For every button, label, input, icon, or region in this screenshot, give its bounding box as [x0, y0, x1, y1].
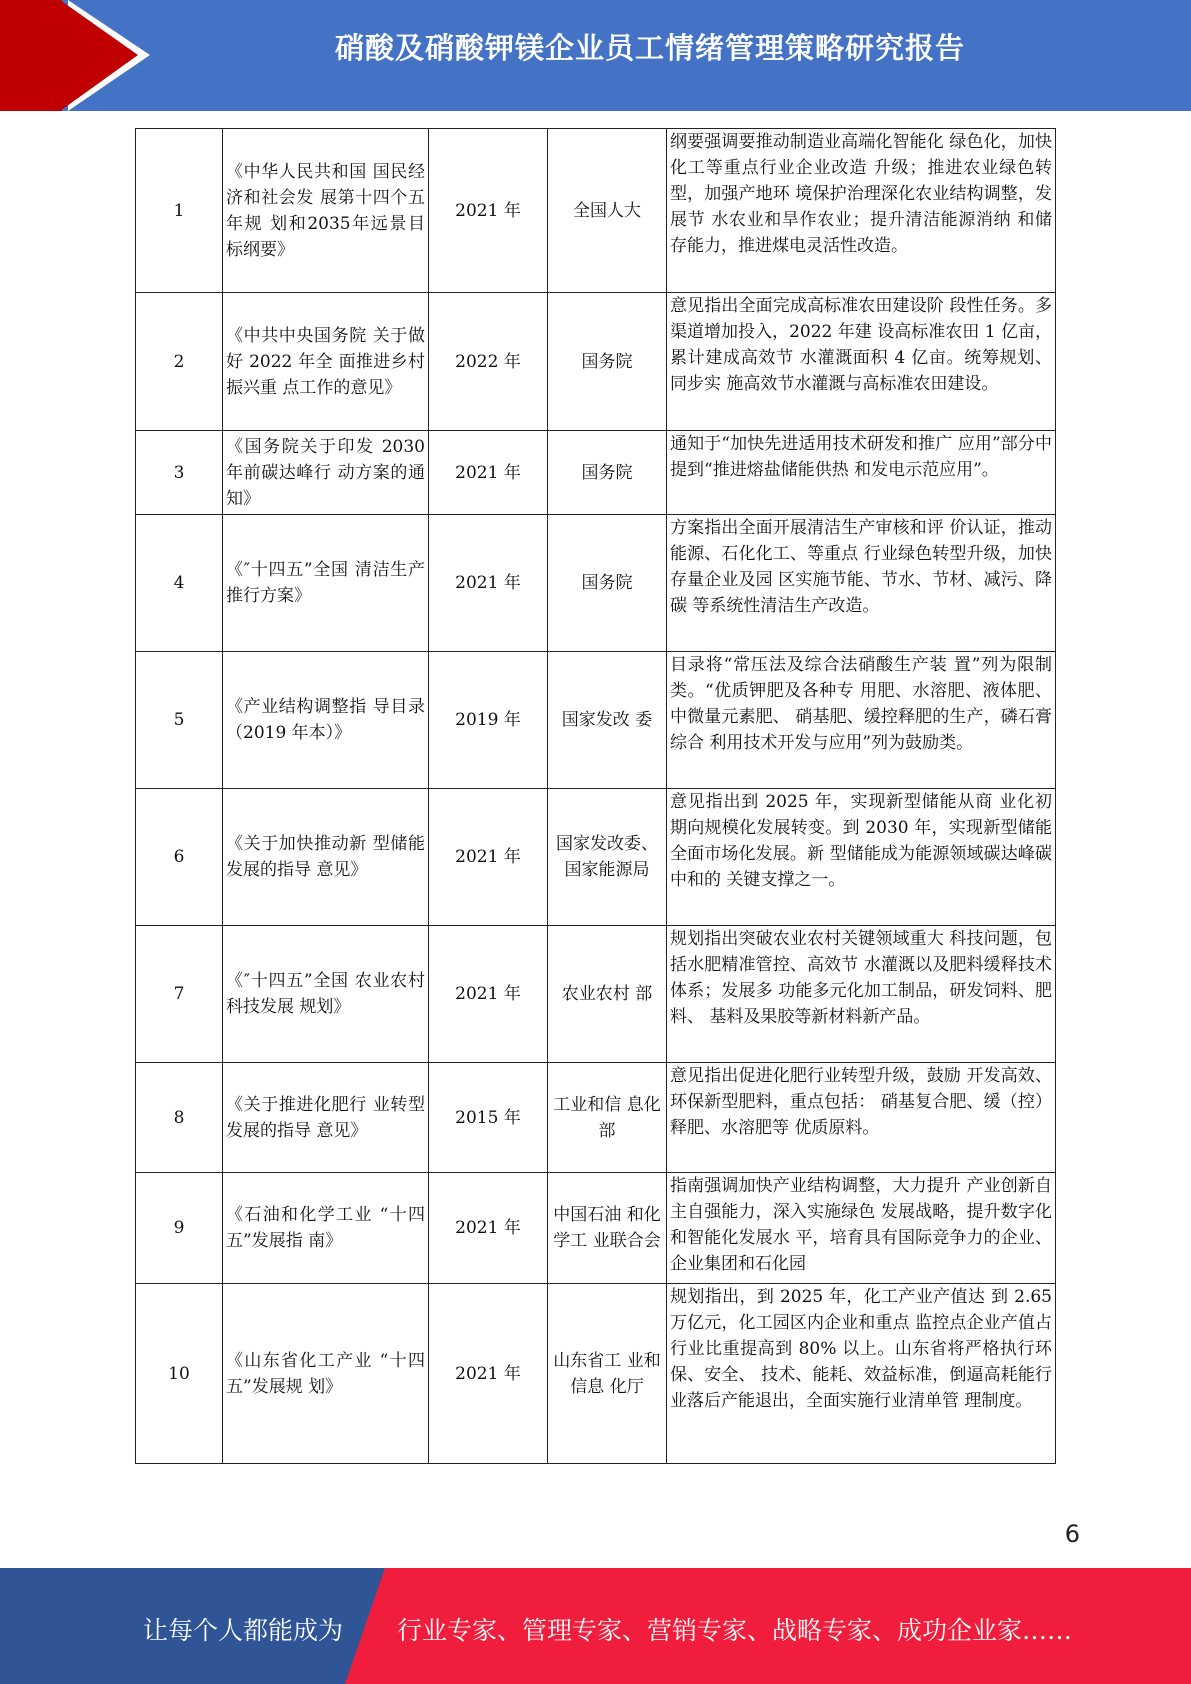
policy-year: 2021 年 — [429, 431, 548, 515]
page-footer — [0, 1568, 1191, 1684]
policy-description: 意见指出到 2025 年，实现新型储能从商 业化初期向规模化发展转变。到 2030 年，实现新型储能全面市场化发展。新 型储能成为能源领域碳达峰碳中和的 关键支撑之一。 — [667, 789, 1056, 926]
footer-slogan-right: 行业专家、管理专家、营销专家、战略专家、成功企业家…… — [397, 1616, 1073, 1645]
policy-description: 规划指出突破农业农村关键领域重大 科技问题，包括水肥精准管控、高效节 水灌溉以及肥料缓释技术体系；发展多 功能多元化加工制品，研发饲料、肥料、 基料及果胶等新材料新产品。 — [667, 926, 1056, 1063]
policy-name: 《产业结构调整指 导目录（2019 年本）》 — [223, 652, 429, 789]
policy-year: 2021 年 — [429, 926, 548, 1063]
table-row — [136, 515, 1056, 652]
table-row — [136, 926, 1056, 1063]
policy-description: 通知于“加快先进适用技术研发和推广 应用”部分中提到“推进熔盐储能供热 和发电示范应用”。 — [667, 431, 1056, 515]
policy-description: 方案指出全面开展清洁生产审核和评 价认证，推动能源、石化化工、等重点 行业绿色转型升级，加快存量企业及园 区实施节能、节水、节材、减污、降碳 等系统性清洁生产改造。 — [667, 515, 1056, 652]
policy-issuer: 国务院 — [548, 515, 667, 652]
policy-description: 意见指出全面完成高标准农田建设阶 段性任务。多渠道增加投入，2022 年建 设高标准农田 1 亿亩，累计建成高效节 水灌溉面积 4 亿亩。统筹规划、同步实 施高效节水灌溉与高标准农田建设。 — [667, 293, 1056, 431]
policy-issuer: 国家发改委、国家能源局 — [548, 789, 667, 926]
table-row — [136, 431, 1056, 515]
page-header — [0, 0, 1191, 111]
row-number: 5 — [136, 652, 223, 789]
table-row — [136, 129, 1056, 293]
policy-description: 意见指出促进化肥行业转型升级，鼓励 开发高效、环保新型肥料，重点包括： 硝基复合肥、缓（控）释肥、水溶肥等 优质原料。 — [667, 1063, 1056, 1173]
header-arrow-icon — [60, 0, 138, 111]
policy-year: 2021 年 — [429, 129, 548, 293]
row-number: 7 — [136, 926, 223, 1063]
policy-year: 2021 年 — [429, 789, 548, 926]
policy-issuer: 山东省工 业和信息 化厅 — [548, 1284, 667, 1464]
policy-year: 2022 年 — [429, 293, 548, 431]
policy-name: 《山东省化工产业 “十四五”发展规 划》 — [223, 1284, 429, 1464]
table-row — [136, 789, 1056, 926]
policy-name: 《″十四五”全国 清洁生产推行方案》 — [223, 515, 429, 652]
row-number: 3 — [136, 431, 223, 515]
table-row — [136, 293, 1056, 431]
policy-issuer: 国家发改 委 — [548, 652, 667, 789]
row-number: 9 — [136, 1173, 223, 1284]
policy-year: 2019 年 — [429, 652, 548, 789]
row-number: 6 — [136, 789, 223, 926]
policy-name: 《中共中央国务院 关于做好 2022 年全 面推进乡村振兴重 点工作的意见》 — [223, 293, 429, 431]
table-row — [136, 652, 1056, 789]
policy-table — [135, 128, 1056, 1464]
policy-year: 2021 年 — [429, 515, 548, 652]
table-row — [136, 1173, 1056, 1284]
policy-issuer: 全国人大 — [548, 129, 667, 293]
policy-issuer: 中国石油 和化学工 业联合会 — [548, 1173, 667, 1284]
policy-description: 规划指出，到 2025 年，化工产业产值达 到 2.65 万亿元，化工园区内企业和重点 监控点企业产值占行业比重提高到 80% 以上。山东省将严格执行环保、安全、 技术、能耗、效益标准，倒逼高耗能行 业落后产能退出，全面实施行业清单管 理制度。 — [667, 1284, 1056, 1464]
report-title: 硝酸及硝酸钾镁企业员工情绪管理策略研究报告 — [334, 31, 965, 65]
policy-name: 《关于加快推动新 型储能发展的指导 意见》 — [223, 789, 429, 926]
policy-year: 2015 年 — [429, 1063, 548, 1173]
header-red-block — [0, 0, 62, 111]
row-number: 2 — [136, 293, 223, 431]
policy-name: 《石油和化学工业 “十四五”发展指 南》 — [223, 1173, 429, 1284]
policy-year: 2021 年 — [429, 1284, 548, 1464]
row-number: 1 — [136, 129, 223, 293]
policy-year: 2021 年 — [429, 1173, 548, 1284]
table-row — [136, 1284, 1056, 1464]
policy-issuer: 农业农村 部 — [548, 926, 667, 1063]
policy-issuer: 工业和信 息化部 — [548, 1063, 667, 1173]
policy-issuer: 国务院 — [548, 431, 667, 515]
policy-description: 纲要强调要推动制造业高端化智能化 绿色化，加快化工等重点行业企业改造 升级；推进农业绿色转型，加强产地环 境保护治理深化农业结构调整，发展节 水农业和旱作农业；提升清洁能源消纳 和储存能力，推进煤电灵活性改造。 — [667, 129, 1056, 293]
policy-name: 《关于推进化肥行 业转型发展的指导 意见》 — [223, 1063, 429, 1173]
footer-slogan-left: 让每个人都能成为 — [143, 1616, 344, 1645]
policy-name: 《″十四五”全国 农业农村科技发展 规划》 — [223, 926, 429, 1063]
policy-description: 指南强调加快产业结构调整，大力提升 产业创新自主自强能力，深入实施绿色 发展战略，提升数字化和智能化发展水 平，培育具有国际竞争力的企业、企业集团和石化园 — [667, 1173, 1056, 1284]
policy-description: 目录将“常压法及综合法硝酸生产装 置”列为限制类。“优质钾肥及各种专 用肥、水溶肥、液体肥、中微量元素肥、 硝基肥、缓控释肥的生产，磷石膏综合 利用技术开发与应用”列为鼓励类。 — [667, 652, 1056, 789]
row-number: 10 — [136, 1284, 223, 1464]
page-number: 6 — [1064, 1520, 1080, 1548]
row-number: 8 — [136, 1063, 223, 1173]
policy-issuer: 国务院 — [548, 293, 667, 431]
policy-name: 《国务院关于印发 2030 年前碳达峰行 动方案的通知》 — [223, 431, 429, 515]
table-row — [136, 1063, 1056, 1173]
row-number: 4 — [136, 515, 223, 652]
policy-name: 《中华人民共和国 国民经济和社会发 展第十四个五年规 划和2035年远景目 标纲要》 — [223, 129, 429, 293]
